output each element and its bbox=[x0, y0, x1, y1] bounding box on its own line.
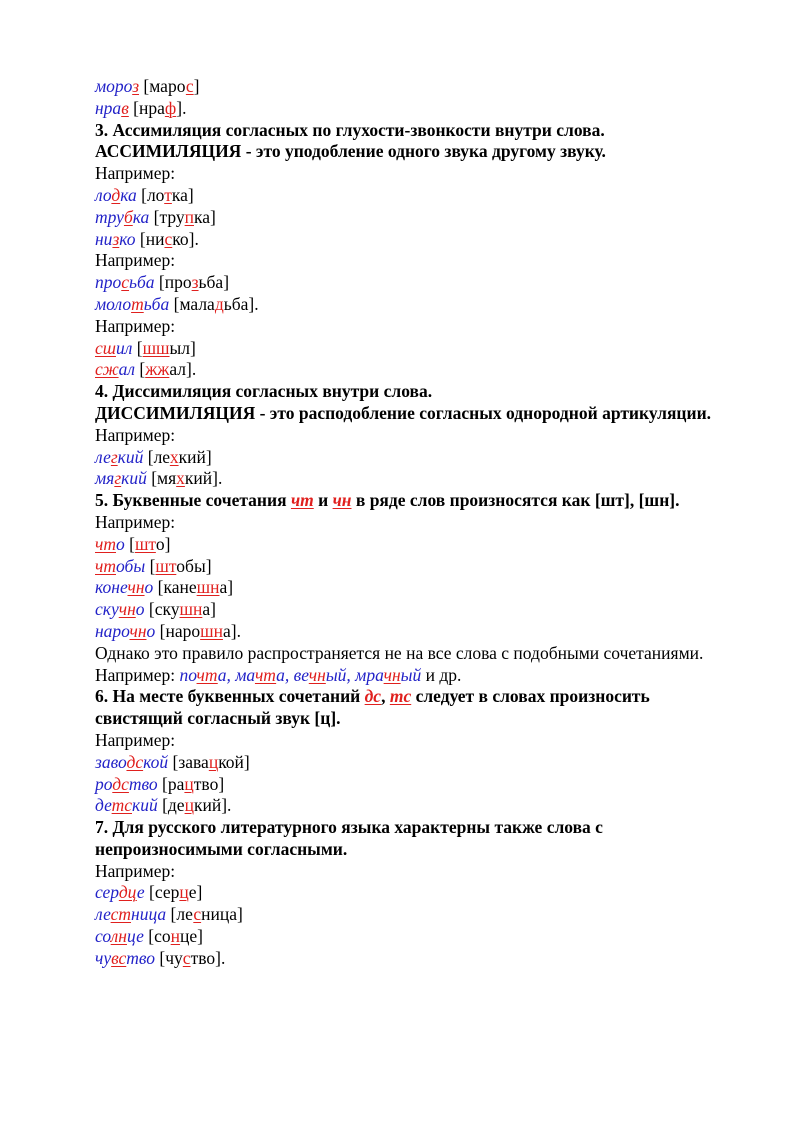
sound-part: ьба bbox=[223, 293, 249, 314]
highlighted-letters: чн bbox=[129, 620, 147, 641]
sound-part: зава bbox=[178, 751, 209, 772]
example-word bbox=[95, 534, 125, 554]
example-word bbox=[95, 882, 145, 902]
word-part: про bbox=[95, 272, 122, 293]
highlighted-sound: с bbox=[182, 947, 191, 968]
section-heading bbox=[95, 686, 735, 730]
example-word bbox=[95, 447, 143, 467]
example-word-line: нрав [нраф]. bbox=[95, 97, 187, 118]
example-word-line: мягкий [мяхкий]. bbox=[95, 468, 223, 489]
heading-text: в ряде слов произносятся как [шт], [шн]. bbox=[351, 490, 680, 511]
example-word-line: заводской [завацкой] bbox=[95, 751, 250, 772]
highlighted-letters: тс bbox=[111, 795, 133, 816]
word-part: о bbox=[116, 533, 125, 554]
example-word bbox=[95, 752, 168, 772]
example-word-line: сшил [шшыл] bbox=[95, 337, 196, 358]
sound-part: мала bbox=[179, 293, 215, 314]
highlighted-letters: чн bbox=[383, 664, 401, 685]
example-word bbox=[95, 468, 147, 488]
example-word bbox=[95, 338, 132, 358]
example-word bbox=[95, 926, 144, 946]
example-word-line: мороз [марос] bbox=[95, 76, 200, 96]
sound-part: а bbox=[219, 577, 228, 598]
sound-part: ка bbox=[171, 184, 188, 205]
sound-part: ко bbox=[172, 228, 189, 249]
word-part: ко bbox=[119, 228, 136, 249]
word-part: наро bbox=[95, 620, 130, 641]
highlighted-sound: з bbox=[191, 272, 199, 293]
sound-part: обы bbox=[176, 555, 206, 576]
example-word bbox=[95, 948, 155, 968]
highlighted-letters: з bbox=[112, 228, 120, 249]
word-part: кий bbox=[117, 446, 144, 467]
punctuation: . bbox=[227, 795, 232, 816]
sound-part: маро bbox=[149, 76, 186, 96]
highlighted-letters: чт bbox=[95, 555, 116, 576]
text-line: Например: bbox=[95, 729, 176, 750]
punctuation: . bbox=[254, 293, 259, 314]
highlighted-sound: шн bbox=[196, 577, 220, 598]
highlighted-letters: лн bbox=[110, 926, 127, 947]
highlighted-letters: чт bbox=[95, 533, 116, 554]
sound-part: ра bbox=[167, 773, 185, 794]
highlighted-sound: шн bbox=[200, 620, 223, 641]
word-part: нра bbox=[95, 97, 122, 118]
sound-part: ле bbox=[176, 904, 194, 925]
highlighted-sound: ц bbox=[208, 751, 219, 772]
word-part: о bbox=[146, 620, 156, 641]
text-line: Например: bbox=[95, 163, 176, 184]
letter-combination: чт bbox=[290, 490, 314, 511]
example-word-part: ый bbox=[400, 664, 422, 685]
highlighted-letters: дс bbox=[112, 773, 129, 794]
example-word-line: легкий [лехкий] bbox=[95, 446, 212, 467]
sound-part: кий bbox=[178, 446, 206, 467]
word-part: ал bbox=[118, 359, 135, 380]
word-part: ле bbox=[95, 904, 111, 925]
punctuation: . bbox=[191, 359, 197, 380]
example-word bbox=[95, 359, 135, 379]
sound-part: ал bbox=[169, 359, 187, 380]
example-word bbox=[95, 272, 155, 292]
word-part: моро bbox=[95, 76, 133, 96]
letter-combination: дс bbox=[364, 686, 382, 707]
highlighted-letters: дц bbox=[118, 882, 137, 903]
transcription bbox=[143, 338, 190, 358]
word-part: це bbox=[126, 926, 144, 947]
word-part: коне bbox=[95, 577, 128, 598]
highlighted-sound: ц bbox=[184, 795, 194, 816]
transcription bbox=[146, 229, 189, 249]
word-part: тво bbox=[128, 773, 158, 794]
highlighted-letters: чт bbox=[196, 664, 218, 685]
examples-line bbox=[95, 665, 735, 687]
word-part: тру bbox=[95, 206, 124, 227]
example-word-line: просьба [прозьба] bbox=[95, 272, 230, 293]
highlighted-sound: с bbox=[185, 76, 194, 96]
highlighted-letters: чн bbox=[118, 599, 136, 620]
sound-part: е bbox=[188, 882, 197, 903]
example-word-part: по bbox=[179, 664, 197, 685]
letter-combination: чн bbox=[332, 490, 352, 511]
punctuation: . bbox=[236, 620, 241, 641]
highlighted-sound: н bbox=[170, 926, 181, 947]
highlighted-letters: чн bbox=[127, 577, 145, 598]
highlighted-sound: д bbox=[214, 293, 224, 314]
word-part: о bbox=[144, 577, 154, 598]
sound-part: про bbox=[164, 272, 192, 293]
text-line: Например: bbox=[95, 315, 176, 336]
highlighted-sound: шт bbox=[155, 555, 177, 576]
highlighted-letters: чт bbox=[254, 664, 277, 685]
example-word bbox=[95, 599, 145, 619]
highlighted-letters: сж bbox=[95, 359, 119, 380]
word-part: ил bbox=[115, 337, 133, 358]
highlighted-letters: д bbox=[111, 184, 121, 205]
heading-text: 6. На месте буквенных сочетаний bbox=[95, 686, 365, 707]
highlighted-sound: с bbox=[193, 904, 202, 925]
sound-part: мя bbox=[157, 468, 177, 489]
highlighted-sound: х bbox=[169, 446, 179, 467]
example-word-line: конечно [канешна] bbox=[95, 577, 234, 598]
highlighted-sound: т bbox=[164, 184, 172, 205]
highlighted-sound: п bbox=[184, 206, 194, 227]
text-line: Например: bbox=[95, 424, 176, 445]
punctuation: . bbox=[217, 468, 223, 489]
word-part: ка bbox=[132, 206, 150, 227]
heading-text: , bbox=[381, 686, 390, 707]
transcription bbox=[139, 98, 176, 118]
highlighted-letters: дс bbox=[126, 751, 144, 772]
example-word bbox=[95, 76, 139, 96]
example-word-line: что [што] bbox=[95, 533, 171, 554]
transcription bbox=[168, 774, 218, 794]
transcription bbox=[147, 185, 188, 205]
word-part: со bbox=[95, 926, 111, 947]
word-part: о bbox=[135, 599, 145, 620]
sound-part: ло bbox=[146, 184, 165, 205]
example-word-line: сердце [серце] bbox=[95, 882, 203, 903]
highlighted-letters: в bbox=[121, 97, 129, 118]
example-word-line: низко [ниско]. bbox=[95, 228, 199, 249]
highlighted-letters: с bbox=[121, 272, 130, 293]
sound-part: о bbox=[155, 533, 165, 554]
word-part: чу bbox=[95, 947, 112, 968]
text-line: Однако это правило распространяется не на все слова с подобными сочетаниями. bbox=[95, 642, 704, 663]
highlighted-letters: б bbox=[123, 206, 133, 227]
highlighted-sound: с bbox=[164, 228, 173, 249]
example-word-part: а, ма bbox=[217, 664, 255, 685]
punctuation: . bbox=[220, 947, 226, 968]
highlighted-letters: сш bbox=[95, 337, 116, 358]
sound-part: ница bbox=[201, 904, 237, 925]
section-heading: 3. Ассимиляция согласных по глухости-звонкости внутри слова. bbox=[95, 119, 605, 140]
word-part: ле bbox=[95, 446, 111, 467]
word-part: обы bbox=[116, 555, 146, 576]
word-part: сер bbox=[95, 882, 119, 903]
word-part: моло bbox=[95, 293, 132, 314]
sound-part: кой bbox=[218, 751, 244, 772]
word-part: ка bbox=[120, 184, 137, 205]
section-heading: 4. Диссимиляция согласных внутри слова. bbox=[95, 381, 433, 402]
highlighted-letters: г bbox=[110, 446, 118, 467]
example-word-part: ый, мра bbox=[325, 664, 384, 685]
document-page bbox=[95, 76, 735, 970]
transcription bbox=[163, 577, 227, 597]
example-word bbox=[95, 294, 169, 314]
text-line: Например: bbox=[95, 511, 176, 532]
transcription bbox=[176, 904, 237, 924]
punctuation: . bbox=[194, 228, 199, 249]
transcription bbox=[135, 534, 165, 554]
heading-text: 5. Буквенные сочетания bbox=[95, 490, 291, 511]
word-part: мя bbox=[95, 468, 115, 489]
example-word bbox=[95, 621, 155, 641]
transcription bbox=[154, 926, 197, 946]
transcription bbox=[155, 556, 205, 576]
transcription bbox=[165, 948, 215, 968]
example-word bbox=[95, 577, 153, 597]
word-part: ску bbox=[95, 599, 119, 620]
sound-part: кане bbox=[163, 577, 197, 598]
sound-part: ле bbox=[153, 446, 170, 467]
transcription bbox=[145, 359, 186, 379]
sound-part: це bbox=[180, 926, 198, 947]
word-part: кой bbox=[143, 751, 169, 772]
letter-combination: тс bbox=[389, 686, 412, 707]
sound-part: ску bbox=[154, 599, 180, 620]
section-heading: АССИМИЛЯЦИЯ - это уподобление одного звука другому звуку. bbox=[95, 141, 606, 162]
highlighted-letters: вс bbox=[111, 947, 127, 968]
example-word-line: сжал [жжал]. bbox=[95, 359, 197, 380]
sound-part: тво bbox=[190, 947, 216, 968]
highlighted-sound: х bbox=[176, 468, 185, 489]
example-word-line: лестница [лесница] bbox=[95, 904, 243, 925]
example-word-line: молотьба [маладьба]. bbox=[95, 293, 259, 314]
text-line: Например: bbox=[95, 250, 176, 271]
highlighted-letters: з bbox=[132, 76, 140, 96]
highlighted-letters: чн bbox=[308, 664, 326, 685]
example-word bbox=[95, 556, 145, 576]
word-part: ро bbox=[95, 773, 113, 794]
word-part: ьба bbox=[143, 293, 170, 314]
punctuation: . bbox=[182, 97, 187, 118]
highlighted-sound: шш bbox=[142, 337, 170, 358]
sound-part: нра bbox=[139, 97, 165, 118]
sound-part: ыл bbox=[169, 337, 191, 358]
sound-part: а bbox=[222, 620, 231, 641]
example-word bbox=[95, 98, 129, 118]
highlighted-sound: ц bbox=[179, 882, 189, 903]
example-word bbox=[95, 207, 149, 227]
sound-part: сер bbox=[154, 882, 180, 903]
highlighted-letters: т bbox=[131, 293, 144, 314]
transcription bbox=[149, 76, 193, 96]
example-word bbox=[95, 185, 137, 205]
transcription bbox=[159, 207, 210, 227]
highlighted-sound: ф bbox=[164, 97, 177, 118]
example-word-line: чувство [чуство]. bbox=[95, 947, 226, 968]
sound-part: тво bbox=[193, 773, 219, 794]
example-word-line: нарочно [нарошна]. bbox=[95, 620, 241, 641]
sound-part: со bbox=[154, 926, 171, 947]
example-word-line: родство [рацтво] bbox=[95, 773, 225, 794]
word-part: тво bbox=[126, 947, 156, 968]
sound-part: а bbox=[202, 599, 211, 620]
sound-part: ка bbox=[193, 206, 210, 227]
sound-part: ьба bbox=[198, 272, 224, 293]
example-word-line: скучно [скушна] bbox=[95, 599, 216, 620]
example-word bbox=[95, 774, 158, 794]
transcription bbox=[179, 294, 248, 314]
word-part: ница bbox=[131, 904, 167, 925]
section-heading: ДИССИМИЛЯЦИЯ - это расподобление согласных однородной артикуляции. bbox=[95, 402, 712, 423]
transcription bbox=[155, 882, 197, 902]
sound-part: чу bbox=[165, 947, 183, 968]
transcription bbox=[165, 621, 230, 641]
plain-text: Например: bbox=[95, 664, 180, 685]
word-part: ьба bbox=[129, 272, 155, 293]
example-word-line: чтобы [штобы] bbox=[95, 555, 212, 576]
transcription bbox=[154, 447, 206, 467]
transcription bbox=[165, 272, 223, 292]
plain-text: и др. bbox=[421, 664, 462, 685]
highlighted-letters: ст bbox=[110, 904, 132, 925]
transcription bbox=[155, 599, 210, 619]
word-part: де bbox=[95, 795, 112, 816]
word-part: е bbox=[136, 882, 145, 903]
word-part: ло bbox=[95, 184, 112, 205]
example-word-line: трубка [трупка] bbox=[95, 206, 216, 227]
example-word bbox=[95, 904, 166, 924]
section-heading bbox=[95, 490, 735, 512]
example-word-line: солнце [сонце] bbox=[95, 926, 203, 947]
highlighted-sound: ц bbox=[184, 773, 194, 794]
sound-part: кий bbox=[184, 468, 213, 489]
heading-text: и bbox=[313, 490, 333, 511]
highlighted-sound: шн bbox=[179, 599, 203, 620]
heading-text: следует в словах произносить свистящий согласный звук [ц]. bbox=[95, 686, 650, 729]
sound-part: тру bbox=[159, 206, 185, 227]
highlighted-sound: шт bbox=[134, 533, 156, 554]
highlighted-sound: жж bbox=[145, 359, 170, 380]
text-line: Например: bbox=[95, 860, 176, 881]
word-part: заво bbox=[95, 751, 127, 772]
example-word-line: лодка [лотка] bbox=[95, 184, 194, 205]
word-part: кий bbox=[121, 468, 147, 489]
section-heading: 7. Для русского литературного языка характерны также слова с непроизносимыми согласными. bbox=[95, 817, 603, 859]
sound-part: де bbox=[167, 795, 185, 816]
transcription bbox=[168, 795, 221, 815]
example-word-line: детский [децкий]. bbox=[95, 795, 232, 816]
sound-part: наро bbox=[165, 620, 201, 641]
transcription bbox=[157, 468, 212, 488]
example-word bbox=[95, 795, 158, 815]
example-word-part: а, ве bbox=[276, 664, 309, 685]
word-part: кий bbox=[132, 795, 158, 816]
example-word bbox=[95, 229, 136, 249]
sound-part: кий bbox=[193, 795, 222, 816]
sound-part: ни bbox=[145, 228, 165, 249]
transcription bbox=[178, 752, 244, 772]
word-part: ни bbox=[95, 228, 113, 249]
highlighted-letters: г bbox=[114, 468, 122, 489]
